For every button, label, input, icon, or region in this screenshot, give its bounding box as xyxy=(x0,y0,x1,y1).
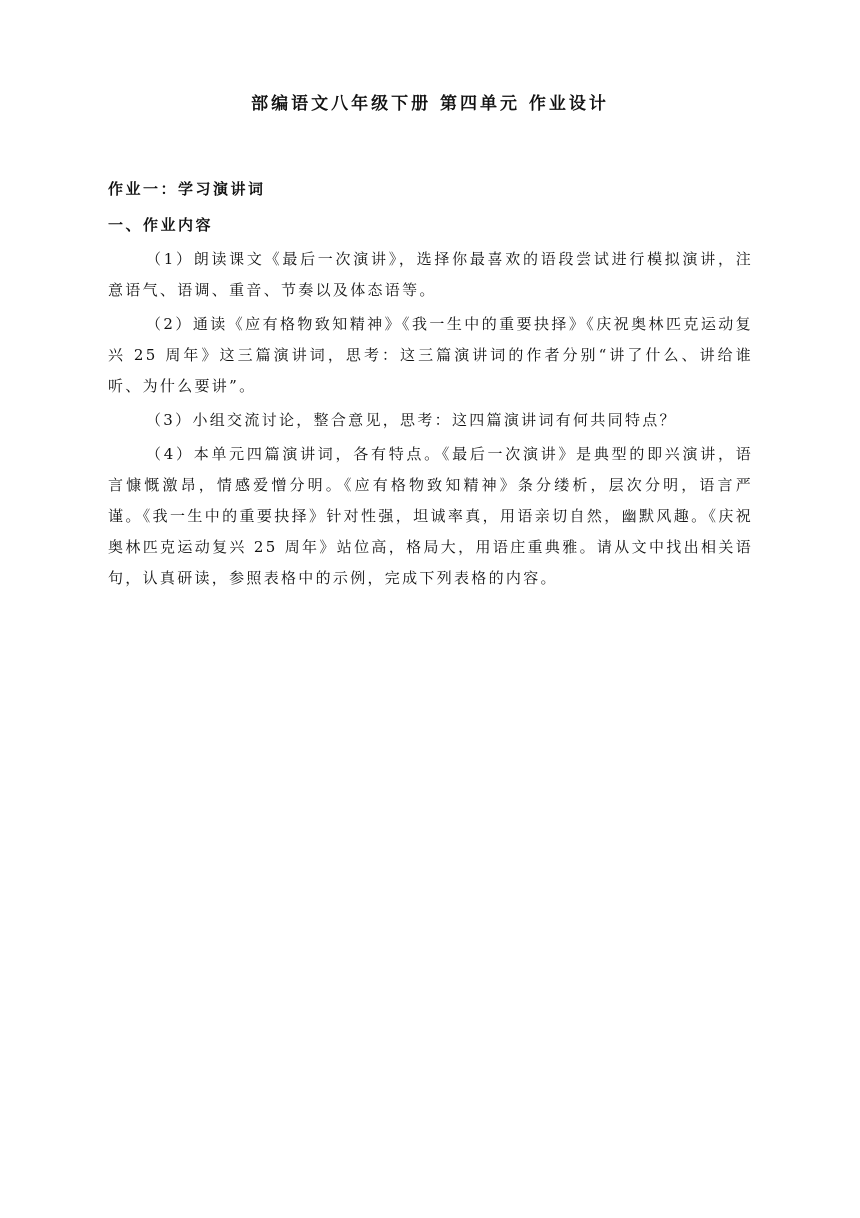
document-title: 部编语文八年级下册 第四单元 作业设计 xyxy=(251,94,609,114)
paragraph-1: （1）朗读课文《最后一次演讲》，选择你最喜欢的语段尝试进行模拟演讲，注意语气、语调、重音、节奏以及体态语等。 xyxy=(108,250,753,299)
document-body xyxy=(108,178,753,597)
paragraph-2: （2）通读《应有格物致知精神》《我一生中的重要抉择》《庆祝奥林匹克运动复兴 25 周年》这三篇演讲词，思考：这三篇演讲词的作者分别“讲了什么、讲给谁听、为什么要讲”。 xyxy=(108,315,753,395)
section-heading: 一、作业内容 xyxy=(108,216,214,234)
paragraph-4: （4）本单元四篇演讲词，各有特点。《最后一次演讲》是典型的即兴演讲，语言慷慨激昂，情感爱憎分明。《应有格物致知精神》条分缕析，层次分明，语言严谨。《我一生中的重要抉择》针对性强，坦诚率真，用语亲切自然，幽默风趣。《庆祝奥林匹克运动复兴 25 周年》站位高，格局大，用语庄重典雅。请从文中找出相关语句，认真研读，参照表格中的示例，完成下列表格的内容。 xyxy=(108,445,753,587)
assignment-title: 作业一：学习演讲词 xyxy=(108,180,266,198)
paragraph-3: （3）小组交流讨论，整合意见，思考：这四篇演讲词有何共同特点？ xyxy=(146,411,677,429)
